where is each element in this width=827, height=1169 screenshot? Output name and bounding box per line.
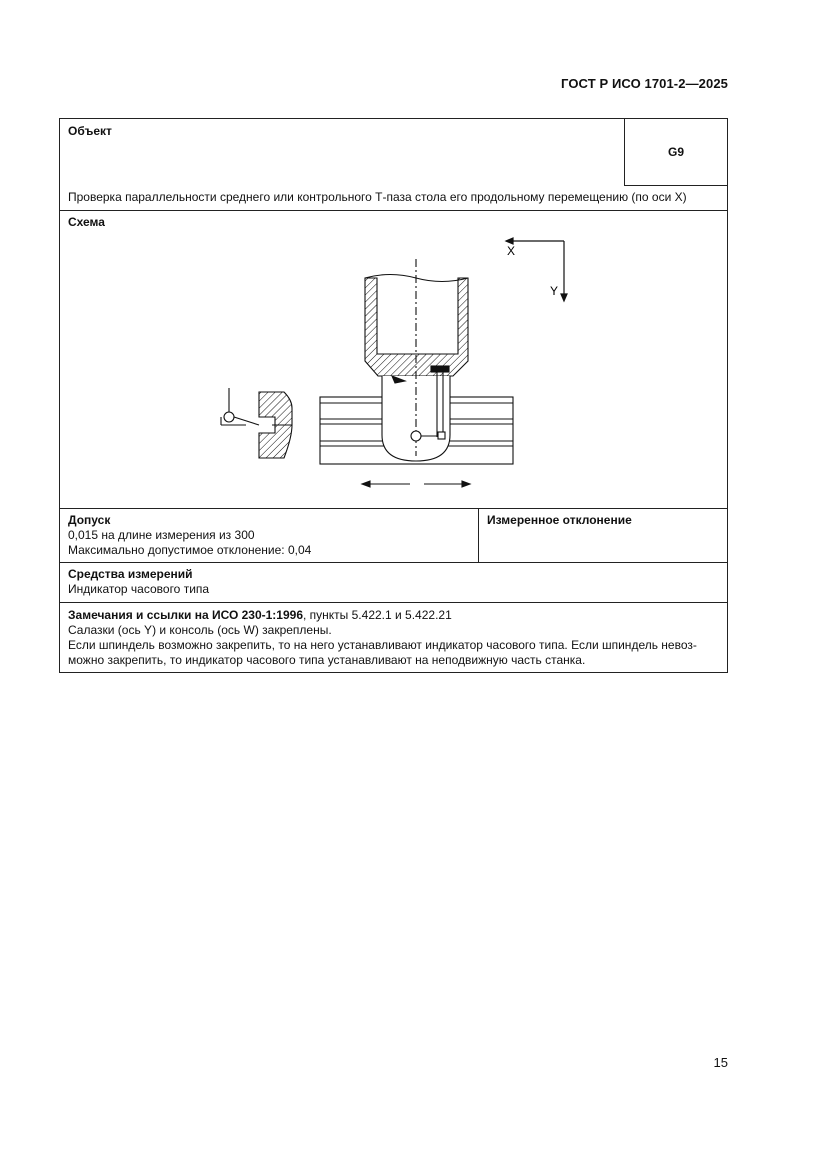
notes-row (60, 602, 727, 672)
tolerance-label: Допуск (68, 513, 111, 527)
instruments-row (60, 562, 727, 602)
instruments-label: Средства измерений (68, 567, 193, 581)
arrow-left-icon (362, 481, 370, 487)
object-row (60, 119, 727, 187)
document-header: ГОСТ Р ИСО 1701-2—2025 (561, 76, 728, 91)
notes-heading (68, 608, 719, 623)
notes-line-2: Если шпиндель возможно закрепить, то на него устанавливают индикатор часового типа. Если шпиндель невоз- (68, 638, 697, 652)
object-code: G9 (667, 144, 684, 159)
side-indicator (221, 388, 259, 425)
notes-label-rest: , пункты 5.422.1 и 5.422.21 (303, 608, 452, 622)
scheme-row (60, 210, 727, 508)
description-row (60, 187, 727, 210)
measured-deviation-label: Измеренное отклонение (487, 513, 632, 527)
scheme-diagram (60, 211, 727, 509)
tolerance-row (60, 508, 727, 562)
slot-section (259, 392, 292, 458)
notes-line-3: можно закрепить, то индикатор часового типа устанавливают на неподвижную часть станка. (68, 653, 586, 667)
object-cell (60, 119, 624, 187)
notes-line-1: Салазки (ось Y) и консоль (ось W) закреплены. (68, 623, 332, 637)
description-text: Проверка параллельности среднего или контрольного Т-паза стола его продольному перемещению (по оси X) (68, 190, 687, 204)
scheme-label: Схема (68, 215, 105, 229)
arrow-right-icon (462, 481, 470, 487)
measured-deviation-cell (479, 509, 727, 562)
instruments-value: Индикатор часового типа (68, 582, 210, 596)
tolerance-line-2: Максимально допустимое отклонение: 0,04 (68, 543, 312, 557)
object-code-cell (624, 119, 727, 186)
travel-arrows (362, 481, 470, 487)
inspection-sheet (59, 118, 728, 673)
object-label: Объект (68, 124, 112, 138)
page-number: 15 (713, 1055, 728, 1070)
tolerance-cell (60, 509, 479, 562)
axis-y-label: Y (550, 284, 559, 298)
tolerance-line-1: 0,015 на длине измерения из 300 (68, 528, 255, 542)
axis-x-label: X (507, 244, 516, 258)
notes-label-bold: Замечания и ссылки на ИСО 230-1:1996 (68, 608, 303, 622)
y-arrowhead-icon (561, 294, 567, 301)
